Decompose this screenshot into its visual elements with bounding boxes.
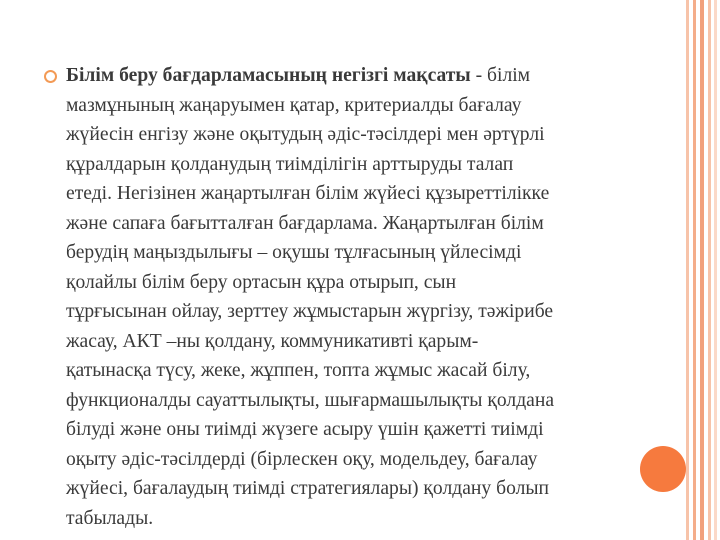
- circle-bullet-icon: [44, 70, 57, 83]
- bullet-paragraph: [38, 61, 678, 533]
- text-line: жасау, АКТ –ны қолдану, коммуникативті қарым-: [66, 330, 479, 352]
- text-line: және сапаға бағытталған бағдарлама. Жаңартылған білім: [66, 212, 544, 234]
- paragraph-heading: Білім беру бағдарламасының негізгі мақсаты: [66, 65, 471, 86]
- text-line: оқыту әдіс-тәсілдерді (бірлескен оқу, модельдеу, бағалау: [66, 448, 538, 470]
- decorative-stripe: [693, 0, 696, 540]
- decorative-stripe: [686, 0, 689, 540]
- text-line: етеді. Негізінен жаңартылған білім жүйесі құзыреттілікке: [66, 183, 550, 204]
- decorative-stripe: [708, 0, 711, 540]
- decorative-circle: [640, 446, 686, 492]
- text-line: - білім: [470, 65, 531, 86]
- text-line: құралдарын қолданудың тиімділігін арттыруды талап: [66, 153, 514, 175]
- decorative-stripe: [700, 0, 704, 540]
- text-line: мазмұнының жаңаруымен қатар, критериалды бағалау: [66, 94, 522, 116]
- text-line: білуді және оны тиімді жүзеге асыру үшін қажетті тиімді: [66, 419, 544, 440]
- slide-body: [38, 61, 678, 533]
- text-line: жүйесі, бағалаудың тиімді стратегиялары) қолдану болып: [66, 478, 550, 499]
- text-line: жүйесін енгізу және оқытудың әдіс-тәсілдері мен әртүрлі: [66, 124, 545, 145]
- decorative-stripe: [714, 0, 717, 540]
- text-line: қолайлы білім беру ортасын құра отырып, сын: [66, 271, 457, 293]
- text-line: берудің маңыздылығы – оқушы тұлғасының үйлесімді: [66, 242, 522, 263]
- text-line: тұрғысынан ойлау, зерттеу жұмыстарын жүргізу, тәжірибе: [66, 301, 554, 322]
- text-line: функционалды сауаттылықты, шығармашылықты қолдана: [66, 389, 555, 411]
- text-line: қатынасқа түсу, жеке, жұппен, топта жұмыс жасай білу,: [66, 360, 531, 381]
- text-line: табылады.: [66, 507, 154, 529]
